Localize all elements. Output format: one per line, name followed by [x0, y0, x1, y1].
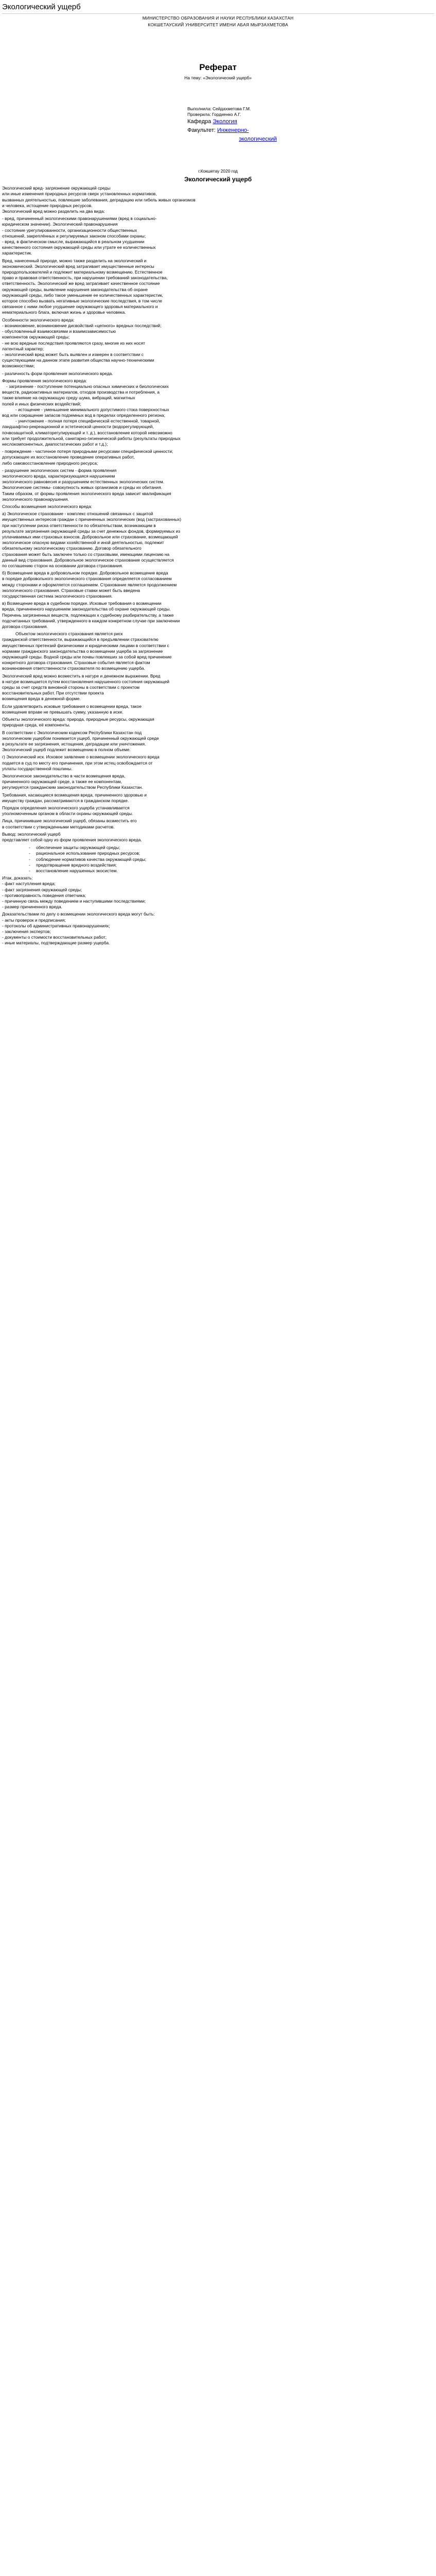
paragraph: или иные изменения природных ресурсов сверх установленных нормативов, — [2, 191, 157, 197]
paragraph: природопользователей и подлежит материальному возмещению. Естественное — [2, 269, 163, 275]
paragraph: - противоправность поведения ответчика; — [2, 892, 86, 898]
paragraph: окружающей среды. Водной среды или почвы повлекших за собой вред причинение — [2, 654, 172, 660]
paragraph: - факт загрязнения окружающей среды; — [2, 887, 82, 892]
paragraph: - разрушение экологических систем - форма проявления — [2, 467, 117, 473]
paragraph: право и правовая ответственность, при нарушении требований законодательства, — [2, 275, 168, 281]
paragraph: Требования, касающиеся возмещения вреда, причиненного здоровью и — [2, 792, 147, 798]
city-date: г.Кокшетау 2020 год — [198, 168, 238, 174]
paragraph: государственная система экологического страхования. — [2, 594, 113, 599]
paragraph: экологического равновесия и разрушением естественных экологических систем. — [2, 479, 164, 485]
paragraph: - заключения экспертов; — [2, 929, 51, 934]
paragraph: Доказательствами по делу о возмещении экологического вреда могут быть: — [2, 911, 155, 917]
paragraph: регулируется гражданским законодательством Республики Казахстан. — [2, 785, 143, 790]
paragraph: компонентов окружающей среды; — [2, 334, 70, 340]
paragraph: результате загрязнения окружающей среды за счет денежных фондов, формируемых из — [2, 528, 180, 534]
dash-list — [2, 845, 434, 874]
paragraph: обязательному экологическому страхованию. Договор обязательного — [2, 546, 142, 551]
paragraph: - акты проверок и предписания; — [2, 917, 66, 923]
paragraph: Экологические системы- совокупность живых организмов и среды их обитания. — [2, 485, 162, 490]
paragraph: Перечень загрязненных веществ, подлежащих к судебному разбирательству, а также — [2, 612, 174, 618]
paragraph: - состояние урегулированности, организационности общественных — [2, 227, 137, 233]
paragraph: данный вид страхования. Добровольное экологическое страхование осуществляется — [2, 557, 174, 563]
department-line — [187, 117, 434, 126]
department-label: Кафедра — [187, 118, 212, 125]
paragraph: экономический. Экологический вред затрагивает имущественные интересы — [2, 263, 154, 269]
paragraph: страхования может быть заключен только со страховыми, имеющими лицензию на — [2, 551, 170, 557]
paragraph: Способы возмещения экологического вреда: — [2, 503, 92, 509]
paragraph: возникновения ответственности страхователя по возмещению ущерба. — [2, 666, 145, 671]
paragraph: имущественных интересов граждан с причиненных экологических (вод (застрахованных) — [2, 517, 182, 522]
paragraph: Таким образом, от формы проявления экологического вреда зависит квалификация — [2, 490, 171, 496]
paragraph: возмещение вправе не превышать сумму, указанную в иске. — [2, 709, 124, 715]
paragraph: веществ, радиоактивных материалов, отходов производства и потребления, а — [2, 389, 160, 395]
page-title: Экологический ущерб — [2, 2, 434, 14]
paragraph: гражданской ответственности, выражающийся в предъявлении страхователю — [2, 637, 159, 642]
paragraph: Экологический вред можно разделить на два вида: — [2, 209, 105, 214]
paragraph: экологического вреда, характеризующаяся нарушением — [2, 473, 115, 479]
paragraph: Формы проявления экологического вреда: — [2, 378, 87, 383]
paragraph: при наступлении риска ответственности по обязательствам, возникающим в — [2, 522, 156, 528]
department-link[interactable]: Экология — [213, 118, 237, 125]
paragraph: Порядок определения экологического ущерба устанавливается — [2, 805, 130, 810]
paragraph: подсчитанных требований, утвержденного в каждом конкретном случае при заключении — [2, 618, 180, 623]
ministry-name: МИНИСТЕРСТВО ОБРАЗОВАНИЯ И НАУКИ РЕСПУБЛИКИ КАЗАХСТАН — [142, 15, 294, 21]
paragraph: имущественных претензий физическими и юридическими лицами в соответствии с — [2, 642, 169, 648]
paragraph: уплачиваемых ими страховых взносов. Добровольное или страхование, возмещающей — [2, 534, 178, 539]
paragraph: или требует продолжительной, санитарно-гигиенической работы (результаты природных — [2, 435, 181, 441]
paragraph: ландшафтно-рекреационной и эстетической ценности (водорегулирующей, — [2, 424, 154, 430]
section-title: Экологический ущерб — [184, 176, 252, 183]
paragraph: в соответствии с утвержденными методиками расчетов. — [2, 824, 115, 829]
paragraph: конкретного договора страхования. Страховые события является фактом — [2, 660, 150, 666]
paragraph: экологического правонарушения. — [2, 496, 69, 502]
paragraph: экологического страхования. Страховые ставки может быть введена — [2, 587, 140, 593]
performed-by: Выполнила: Сейдахметова Г.М. — [187, 106, 251, 111]
paragraph: полей и иных физических воздействий; — [2, 401, 81, 406]
paragraph: Итак, доказать: — [2, 875, 33, 881]
paragraph: Объектом экологического страхования является риск — [15, 631, 123, 637]
paragraph: вызванных деятельностью, повлекшие заболевания, деградацию или гибель живых организмов — [2, 197, 196, 202]
paragraph: нематериального блага, включая жизнь и здоровье человека. — [2, 310, 126, 315]
paragraph: Экологический вред- загрязнение окружающей среды — [2, 185, 111, 191]
paragraph: - факт наступления вреда; — [2, 881, 56, 887]
paragraph: - уничтожение - полная потеря специфической естественной, товарной, — [15, 418, 160, 424]
paragraph: - размер причиненного вреда. — [2, 904, 62, 910]
paragraph: допускающее их восстановление проведение оперативных работ, — [2, 454, 135, 460]
paragraph: существующими на данном этапе развития общества научно-техническими — [2, 358, 154, 363]
paragraph: договора страхования. — [2, 624, 48, 630]
body-text — [2, 185, 434, 946]
paragraph: ответственность. Экологический же вред затрагивает качественное состояние — [2, 281, 160, 286]
paragraph: которое способно вызвать негативные экологические последствия, в том числе — [2, 298, 162, 304]
paragraph: - вред, в фактическом смысле, выражающийся в реальном ухудшении — [2, 239, 145, 245]
author-block — [187, 106, 434, 144]
paragraph: - документы о стоимости восстановительных работ; — [2, 935, 107, 940]
paragraph: - различность форм проявления экологического вреда. — [2, 370, 113, 376]
paragraph: окружающей среды, либо такое уменьшение ее количественных характеристик, — [2, 292, 163, 298]
paragraph: вод или сокращение запасов подземных вод в пределах определенного региона; — [2, 412, 165, 418]
paragraph: отношений, закреплённых и регулируемых законом способами охраны; — [2, 233, 146, 239]
paragraph: г) Экологический иск. Исковое заявление о возмещении экологического вреда — [2, 754, 160, 760]
paragraph: по соглашению сторон на основании договора страхования. — [2, 563, 124, 569]
faculty-link-2[interactable]: экологический — [239, 136, 277, 143]
paragraph: в) Возмещение вреда в судебном порядке. Исковые требования о возмещении — [2, 601, 162, 606]
paragraph: характеристик. — [2, 250, 32, 256]
paragraph: природная среда, её компоненты. — [2, 722, 71, 728]
paragraph: между сторонами и оформляется соглашением. Страхование является продолжением — [2, 582, 177, 587]
paragraph: качественного состояния окружающей среды или утрате ее количественных — [2, 245, 156, 250]
list-item: - соблюдение нормативов качества окружающей среды; — [36, 857, 434, 862]
paragraph: б) Возмещение вреда в добровольном порядке. Добровольное возмещение вреда — [2, 570, 168, 576]
university-name: КОКШЕТАУСКИЙ УНИВЕРСИТЕТ ИМЕНИ АБАЯ МЫРЗАХМЕТОВА — [148, 22, 288, 28]
paragraph: - причинную связь между поведением и наступившими последствиями; — [2, 898, 146, 904]
paragraph: юридическом значении). Экологический правонарушения — [2, 222, 118, 227]
list-item: - обеспечение защиты окружающей среды; — [36, 845, 434, 851]
paragraph: - повреждение - частичное потеря природными ресурсами специфической ценности; — [2, 449, 173, 454]
paragraph: в порядке добровольного экологического страхования определяется согласованием — [2, 576, 172, 582]
paragraph: в результате ее загрязнения, истощения, деградации или уничтожения. — [2, 741, 146, 747]
faculty-link-1[interactable]: Инженерно- — [217, 127, 249, 134]
paragraph: связанное с ними любое ухудшение окружающего здоровья материального и — [2, 304, 158, 310]
paragraph: - не всю вредные последствия проявляются сразу, многие из них носят — [2, 340, 145, 346]
list-item: - предотвращение вредного воздействия; — [36, 862, 434, 868]
faculty-label: Факультет: — [187, 127, 216, 134]
paragraph: В соответствии с Экологическим кодексом Республики Казахстан под — [2, 730, 142, 735]
paragraph: восстановительных работ. При отсутствии проекта — [2, 690, 104, 696]
paragraph: Экологическое законодательство в части возмещения вреда, — [2, 773, 126, 778]
paragraph: экологическим ущербом понимается ущерб, причиненный окружающей среде — [2, 735, 159, 741]
paragraph: возможностями; — [2, 363, 35, 369]
paragraph: - протоколы об административных правонарушениях; — [2, 923, 110, 928]
work-topic: На тему: «Экологический ущерб» — [184, 75, 252, 81]
paragraph: Экологический вред можно возместить в натуре и денежном выражении. Вред — [2, 673, 161, 679]
paragraph: экологическое опасную видами хозяйственной и иной деятельностью, подлежит — [2, 540, 164, 546]
paragraph: окружающей среды, выявление нарушения законодательства об охране — [2, 286, 148, 292]
paragraph: Экологический ущерб подлежит возмещению в полном объеме. — [2, 747, 131, 753]
work-type: Реферат — [199, 62, 237, 73]
paragraph: также влияние на окружающую среду шума, вибраций, магнитных — [2, 395, 135, 401]
paragraph: Особенности экологического вреда: — [2, 317, 75, 323]
paragraph: уполномоченным органом в области охраны окружающей среды. — [2, 811, 133, 817]
paragraph: - загрязнение - поступление потенциально опасных химических и биологических — [6, 383, 169, 389]
paragraph: имуществу граждан, рассматриваются в гражданском порядке. — [2, 798, 129, 803]
document-page — [0, 0, 436, 946]
paragraph: вреда, причиненного нарушением законодательства об охране окружающей среды. — [2, 606, 171, 612]
paragraph: а) Экологическое страхование - комплекс отношений связанных с защитой — [2, 511, 153, 517]
paragraph: Вывод: экологический ущерб — [2, 831, 61, 837]
faculty-line-2 — [187, 135, 434, 144]
paragraph: в натуре возмещается путем восстановления нарушенного состояния окружающей — [2, 679, 169, 684]
checked-by: Проверила: Гордиенко А.Г. — [187, 111, 241, 117]
paragraph: - иные материалы, подтверждающие размер ущерба. — [2, 940, 110, 946]
paragraph: либо самовосстановление природного ресурса; — [2, 460, 98, 466]
paragraph: - экологический вред может быть выявлен и измерен в соответствии с — [2, 351, 144, 357]
paragraph: Если удовлетворить исковые требования о возмещении вреда, такое — [2, 703, 142, 709]
paragraph: - вред, причиненный экологическими правонарушениями (вред в социально- — [2, 216, 157, 222]
paragraph: возмещения вреда в денежной форме. — [2, 696, 81, 702]
paragraph: Лица, причинившие экологический ущерб, обязаны возместить его — [2, 818, 137, 824]
paragraph: почвозащитной, климаторегулирующей и т. д.), восстановление которой невозможно — [2, 430, 172, 435]
paragraph: нормами гражданского законодательства о возмещении ущерба за загрязнение — [2, 648, 163, 654]
list-item: - рациональное использование природных ресурсов; — [36, 851, 434, 856]
list-item: - восстановление нарушенных экосистем. — [36, 868, 434, 874]
paragraph: - обусловленный взаимосвязями и взаимозависимостью — [2, 329, 116, 334]
paragraph: латентный характер; — [2, 346, 44, 351]
faculty-line — [187, 126, 434, 135]
paragraph: Объекты экологического вреда: природа, природные ресурсы, окружающая — [2, 717, 154, 722]
paragraph: - истощение - уменьшение минимального допустимого стока поверхностных — [15, 406, 169, 412]
paragraph: неслокомпонентных, диапостатических работ и т.д.); — [2, 441, 108, 447]
paragraph: причиненного окружающей среде, а также ее компонентам, — [2, 779, 122, 785]
paragraph: уплаты государственной пошлины. — [2, 766, 73, 771]
paragraph: Вред, нанесенный природе, можно также разделить на экологический и — [2, 258, 147, 263]
paragraph: подается в суд по месту его причинения, при этом истец освобождается от — [2, 760, 153, 766]
paragraph: и человека, истощение природных ресурсов. — [2, 202, 93, 208]
paragraph: представляет собой одну из форм проявления экологического вреда. — [2, 837, 142, 842]
paragraph: среды за счет средств виновной стороны в соответствии с проектом — [2, 685, 139, 690]
paragraph: - возникновение, возникновение дисвойствий «цепного» вредных последствий; — [2, 323, 162, 328]
